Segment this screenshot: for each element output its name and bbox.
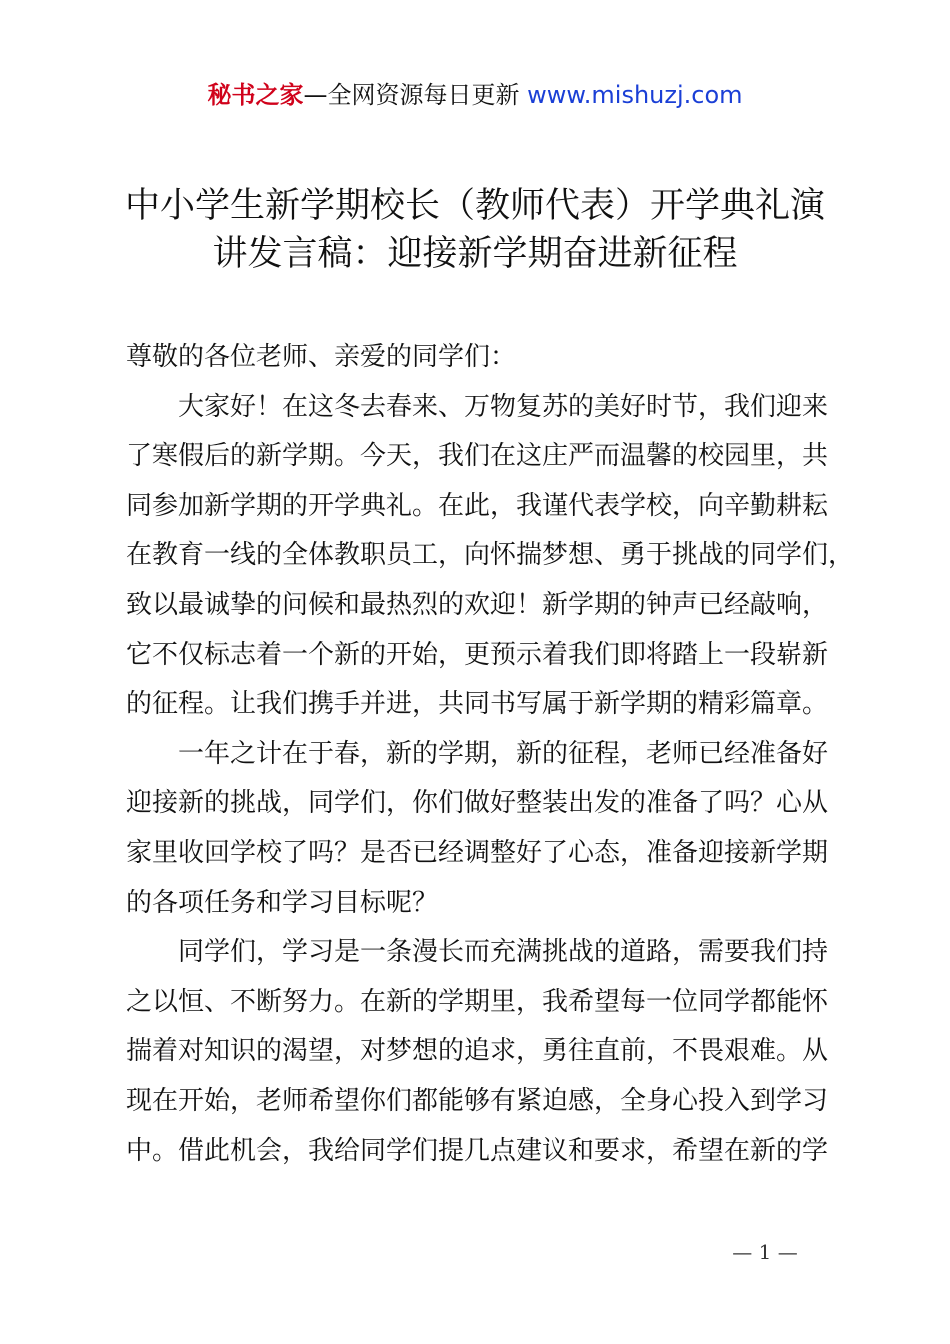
paragraph-line: 一年之计在于春，新的学期，新的征程，老师已经准备好 [126, 738, 829, 769]
paragraph-line: 大家好！在这冬去春来、万物复苏的美好时节，我们迎来 [126, 391, 829, 422]
document-title [110, 182, 840, 278]
salutation: 尊敬的各位老师、亲爱的同学们： [126, 342, 517, 372]
paragraph-line: 的征程。让我们携手并进，共同书写属于新学期的精彩篇章。 [126, 689, 829, 720]
paragraph [126, 730, 866, 928]
site-tagline: —全网资源每日更新 [303, 81, 520, 109]
paragraph-line: 现在开始，老师希望你们都能够有紧迫感，全身心投入到学习 [126, 1085, 829, 1116]
paragraph-line: 迎接新的挑战，同学们，你们做好整装出发的准备了吗？心从 [126, 788, 829, 819]
paragraph-line: 同学们，学习是一条漫长而充满挑战的道路，需要我们持 [126, 937, 829, 968]
site-header [0, 78, 950, 112]
paragraph-line: 的各项任务和学习目标呢？ [126, 887, 439, 918]
document-title-line-2: 讲发言稿：迎接新学期奋进新征程 [212, 234, 738, 274]
site-url-link[interactable]: www.mishuzj.com [527, 81, 743, 109]
paragraph-line: 致以最诚挚的问候和最热烈的欢迎！新学期的钟声已经敲响， [126, 589, 829, 620]
paragraph [126, 928, 866, 1176]
paragraph-line: 了寒假后的新学期。今天，我们在这庄严而温馨的校园里，共 [126, 441, 829, 472]
document-title-line-1: 中小学生新学期校长（教师代表）开学典礼演 [124, 186, 825, 226]
site-brand: 秘书之家 [207, 81, 304, 109]
paragraph-line: 揣着对知识的渴望，对梦想的追求，勇往直前，不畏艰难。从 [126, 1036, 829, 1067]
paragraph-line: 中。借此机会，我给同学们提几点建议和要求，希望在新的学 [126, 1135, 829, 1166]
paragraph-line: 之以恒、不断努力。在新的学期里，我希望每一位同学都能怀 [126, 986, 829, 1017]
paragraph [126, 383, 866, 730]
paragraph-line: 同参加新学期的开学典礼。在此，我谨代表学校，向辛勤耕耘 [126, 490, 829, 521]
paragraph-line: 在教育一线的全体教职员工，向怀揣梦想、勇于挑战的同学们， [126, 540, 855, 571]
paragraph-line: 家里收回学校了吗？是否已经调整好了心态，准备迎接新学期 [126, 837, 829, 868]
document-body [126, 333, 866, 1176]
page-number: — 1 — [732, 1240, 798, 1264]
paragraph-line: 它不仅标志着一个新的开始，更预示着我们即将踏上一段崭新 [126, 639, 829, 670]
